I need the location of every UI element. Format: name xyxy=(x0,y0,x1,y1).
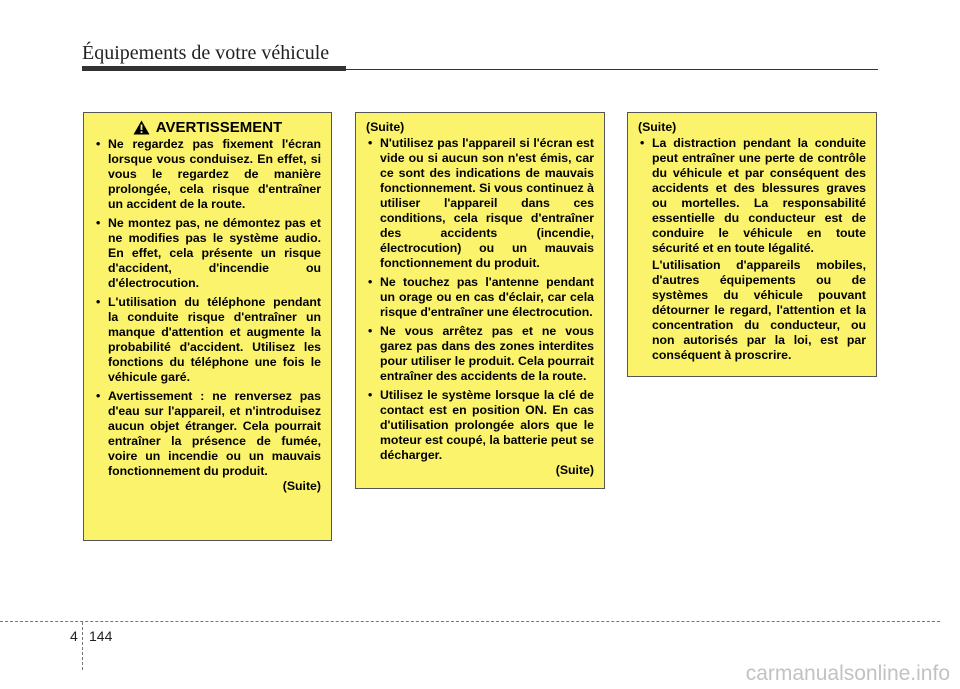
warning-box-1 xyxy=(83,112,332,541)
header-rule-thick xyxy=(82,66,346,71)
chapter-number: 4 xyxy=(70,628,78,644)
continued-from-label: (Suite) xyxy=(366,120,405,134)
footer-rule xyxy=(0,621,940,622)
warning-item: • Avertissement : ne renversez pas d'eau sur l'appareil, et n'introduisez aucun objet étranger. Cela pourrait entraîner la présence de fumée, voire un incendie ou un mauvais fonctionnement du produit. xyxy=(94,389,321,479)
warning-item: • Ne regardez pas fixement l'écran lorsque vous conduisez. En effet, si vous le regardez de manière prolongée, cela risque d'entraîner un accident de la route. xyxy=(94,137,321,212)
page-header-title: Équipements de votre véhicule xyxy=(82,42,330,64)
warning-triangle-icon xyxy=(133,120,150,135)
warning-item: • Ne vous arrêtez pas et ne vous garez pas dans des zones interdites pour utiliser le produit. Cela pourrait entraîner des accidents de la route. xyxy=(366,324,594,384)
header-rule-thin xyxy=(346,69,878,70)
warning-item: • Ne montez pas, ne démontez pas et ne modifies pas le système audio. En effet, cela présente un risque d'accident, d'incendie ou d'électrocution. xyxy=(94,216,321,291)
continued-from-label: (Suite) xyxy=(638,120,677,134)
warning-item: • L'utilisation du téléphone pendant la conduite risque d'entraîner un manque d'attention et augmente la probabilité d'accident. Utilisez les fonctions du téléphone une fois le véhicule garé. xyxy=(94,295,321,385)
warning-title: AVERTISSEMENT xyxy=(155,119,283,136)
warning-item: • La distraction pendant la conduite peut entraîner une perte de contrôle du véhicule et par conséquent des accidents et des blessures graves ou mortelles. La responsabilité essentielle du conducteur est de conduire le véhicule en toute sécurité et en toute légalité. xyxy=(638,136,866,256)
warning-paragraph: L'utilisation d'appareils mobiles, d'autres équipements ou de systèmes du véhicule pouvant détourner le regard, l'attention et la concentration du conducteur, ou non autorisés par la loi, est par conséquent à proscrire. xyxy=(652,258,866,362)
footer-divider xyxy=(82,622,83,670)
warning-box-3 xyxy=(627,112,877,377)
page-number: 144 xyxy=(89,628,113,644)
warning-header xyxy=(94,120,321,135)
watermark: carmanualsonline.info xyxy=(745,662,950,685)
warning-box-2 xyxy=(355,112,605,489)
warning-item: • Ne touchez pas l'antenne pendant un orage ou en cas d'éclair, car cela risque d'entraîner une électrocution. xyxy=(366,275,594,320)
warning-item: • N'utilisez pas l'appareil si l'écran est vide ou si aucun son n'est émis, car ce sont des indications de mauvais fonctionnement. Si vous continuez à utiliser l'appareil dans ces conditions, cela risque d'entraîner des accidents (incendie, électrocution) ou un mauvais fonctionnement du produit. xyxy=(366,136,594,271)
warning-list xyxy=(638,136,866,256)
warning-list xyxy=(366,136,594,463)
warning-list xyxy=(94,137,321,479)
continued-label: (Suite) xyxy=(555,463,594,477)
warning-item: • Utilisez le système lorsque la clé de contact est en position ON. En cas d'utilisation prolongée alors que le moteur est coupé, la batterie peut se décharger. xyxy=(366,388,594,463)
continued-label: (Suite) xyxy=(282,479,321,493)
